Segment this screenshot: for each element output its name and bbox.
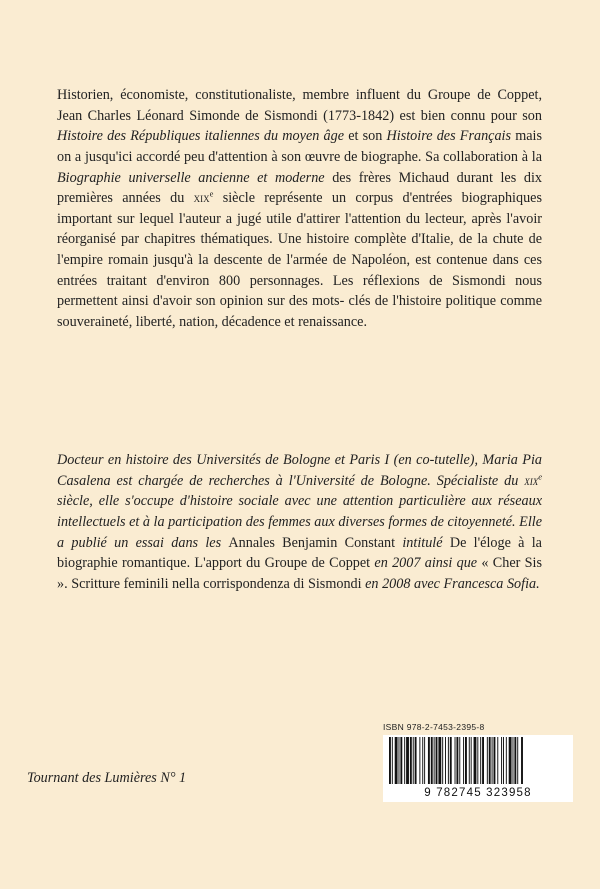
- barcode-bar: [480, 737, 481, 785]
- century-superscript: e: [209, 188, 214, 199]
- book-title-italic: Histoire des Français: [386, 128, 512, 145]
- barcode-bar: [521, 737, 523, 785]
- barcode-bar: [459, 737, 460, 785]
- barcode-bar: [445, 737, 446, 785]
- series-name: Tournant des Lumières N° 1: [27, 770, 187, 786]
- barcode-bar: [436, 737, 438, 785]
- isbn-digits: 9 782745 323958: [383, 784, 573, 802]
- barcode-bar: [514, 737, 516, 785]
- barcode-bar: [494, 737, 496, 785]
- barcode-bar: [438, 737, 441, 785]
- barcode-bar: [477, 737, 478, 785]
- book-title-italic: Histoire des Républiques italiennes du moyen âge: [57, 128, 345, 145]
- barcode-bar: [513, 737, 514, 785]
- barcode-bar: [413, 737, 414, 785]
- author-bio-text: Docteur en histoire des Universités de Bologne et Paris I (en co-tutelle), Maria Pia Casalena est chargée de recherches à l'Université de Bologne. Spécialiste du: [57, 452, 542, 489]
- century-numeral: xix: [524, 472, 539, 488]
- barcode-bar: [474, 737, 477, 785]
- book-summary: [57, 85, 542, 332]
- barcode-bar: [487, 737, 488, 785]
- barcode-bar: [422, 737, 423, 785]
- barcode-bar: [395, 737, 398, 785]
- isbn-label: ISBN 978-2-7453-2395-8: [383, 722, 485, 732]
- summary-text: et son: [344, 128, 387, 145]
- barcode-bar: [448, 737, 449, 785]
- barcode-bar: [503, 737, 504, 785]
- barcode-bar: [497, 737, 498, 785]
- barcode-bar: [415, 737, 417, 785]
- barcode-bar: [442, 737, 443, 785]
- barcode-bar: [463, 737, 464, 785]
- barcode-bar: [509, 737, 512, 785]
- barcode-bar: [406, 737, 409, 785]
- barcode-bar: [434, 737, 435, 785]
- barcode-bar: [517, 737, 518, 785]
- essay-title: De l'éloge à la biographie romantique. L'apport du Groupe de Coppet: [57, 534, 542, 572]
- barcode-bar: [400, 737, 402, 785]
- author-bio-text: intitulé: [395, 534, 450, 551]
- barcode-bars: [383, 735, 573, 785]
- barcode-bar: [465, 737, 467, 785]
- barcode-bar: [392, 737, 393, 785]
- essay-title: « Cher Sis ». Scritture feminili nella corrispondenza di Sismondi: [57, 555, 543, 592]
- barcode-bar: [410, 737, 412, 785]
- century-superscript: e: [538, 471, 542, 482]
- barcode-bar: [399, 737, 400, 785]
- barcode-bar: [389, 737, 391, 785]
- barcode-bar: [489, 737, 491, 785]
- author-bio-text: siècle, elle s'occupe d'histoire sociale avec une attention particulière aux réseaux intellectuels et à la participation des femmes aux diverses formes de citoyenneté. Elle a publié un essai dans les: [57, 493, 543, 551]
- barcode-bar: [428, 737, 430, 785]
- isbn-barcode: [383, 722, 573, 804]
- summary-text: mais on a jusqu'ici accordé peu d'attention à son œuvre de biographe. Sa collaboration à la: [57, 128, 543, 165]
- book-title-italic: Biographie universelle ancienne et moderne: [57, 169, 325, 186]
- barcode-bar: [455, 737, 456, 785]
- author-bio-text: en 2008 avec Francesca Sofia.: [361, 575, 540, 592]
- summary-text: des frères Michaud durant les dix premières années du: [57, 169, 542, 207]
- summary-text: siècle représente un corpus d'entrées biographiques important sur lequel l'auteur a jugé utile d'attirer l'attention du lecteur, après l'avoir réorganisé par chapitres thématiques. Une histoire complète d'Italie, de la chute de l'empire romain jusqu'à la descente de l'armée de Napoléon, est contenue dans ces entrées traitant d'environ 800 personnages. Les réflexions de Sismondi nous permettent ainsi d'avoir son opinion sur des mots- clés de l'histoire politique comme souveraineté, liberté, nation, décadence et renaissance.: [57, 190, 542, 330]
- barcode-bar: [419, 737, 420, 785]
- barcode-bar: [404, 737, 405, 785]
- barcode-bar: [450, 737, 452, 785]
- barcode-bar: [456, 737, 458, 785]
- author-bio: [57, 450, 542, 594]
- barcode-bar: [501, 737, 502, 785]
- barcode-bar: [492, 737, 493, 785]
- barcode-bar: [471, 737, 472, 785]
- summary-text: Historien, économiste, constitutionaliste, membre influent du Groupe de Coppet, Jean Charles Léonard Simonde de Sismondi (1773-1842) est bien connu pour son: [57, 87, 542, 124]
- barcode-bar: [469, 737, 470, 785]
- barcode-bar: [506, 737, 507, 785]
- barcode-bar: [482, 737, 484, 785]
- barcode-bar: [431, 737, 433, 785]
- barcode-bar: [424, 737, 425, 785]
- journal-title: Annales Benjamin Constant: [228, 534, 396, 551]
- author-bio-text: en 2007 ainsi que: [370, 555, 482, 572]
- century-numeral: xix: [193, 190, 210, 206]
